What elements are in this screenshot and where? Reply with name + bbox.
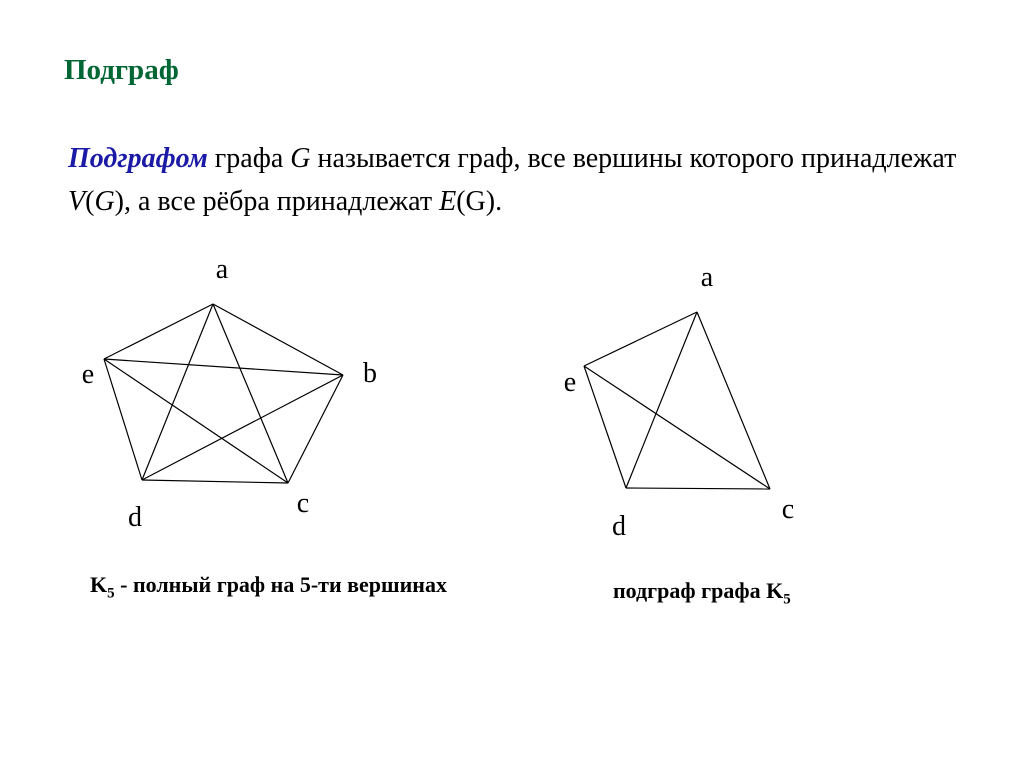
k5-edge-de (104, 359, 142, 480)
subgraph-edge-ed (584, 366, 626, 488)
subgraph-caption-text: подграф графа K (613, 578, 784, 603)
definition-part: ( (85, 186, 95, 217)
subgraph-graph (564, 262, 794, 542)
k5-vertex-label-e: e (81, 359, 95, 390)
subgraph-edge-ac (697, 312, 770, 489)
definition-part: графа (207, 143, 291, 174)
definition-term: Подграфом (68, 143, 208, 174)
k5-edge-cd (142, 480, 288, 483)
subgraph-edge-dc (626, 488, 770, 489)
k5-caption-sub: 5 (107, 585, 115, 602)
subgraph-edge-ad (626, 312, 697, 488)
k5-vertex-label-a: a (215, 254, 229, 285)
k5-edge-be (104, 359, 343, 375)
graph-symbol-g: G (94, 186, 115, 217)
subgraph-edge-ae (584, 312, 697, 366)
subgraph-vertex-label-c: c (781, 494, 795, 525)
k5-edge-ce (104, 359, 288, 483)
k5-edge-ac (213, 304, 288, 483)
k5-caption (90, 572, 447, 602)
k5-edge-bd (142, 375, 343, 480)
definition-part: (G). (456, 186, 503, 217)
k5-edge-ae (104, 304, 213, 359)
definition-part: ), а все рёбра принадлежат (114, 186, 440, 217)
vertex-set-symbol: V (68, 186, 86, 217)
k5-vertex-label-c: c (296, 488, 310, 519)
k5-vertex-label-b: b (363, 358, 377, 389)
subgraph-caption-sub: 5 (783, 591, 791, 608)
subgraph-vertex-label-a: a (700, 262, 714, 293)
subgraph-vertex-label-e: e (563, 367, 577, 398)
k5-graph (82, 254, 377, 533)
definition-part: называется граф, все вершины которого принадлежат (310, 143, 957, 174)
subgraph-edge-ec (584, 366, 770, 489)
k5-vertex-label-d: d (128, 502, 142, 533)
k5-edge-bc (288, 375, 343, 483)
edge-set-symbol: E (439, 186, 457, 217)
graph-symbol-g: G (290, 143, 311, 174)
slide-title: Подграф (64, 54, 179, 86)
k5-caption-k: K (90, 572, 108, 597)
k5-edge-ab (213, 304, 343, 375)
k5-caption-rest: - полный граф на 5-ти вершинах (114, 572, 447, 597)
subgraph-caption (613, 578, 791, 608)
subgraph-vertex-label-d: d (612, 511, 626, 542)
